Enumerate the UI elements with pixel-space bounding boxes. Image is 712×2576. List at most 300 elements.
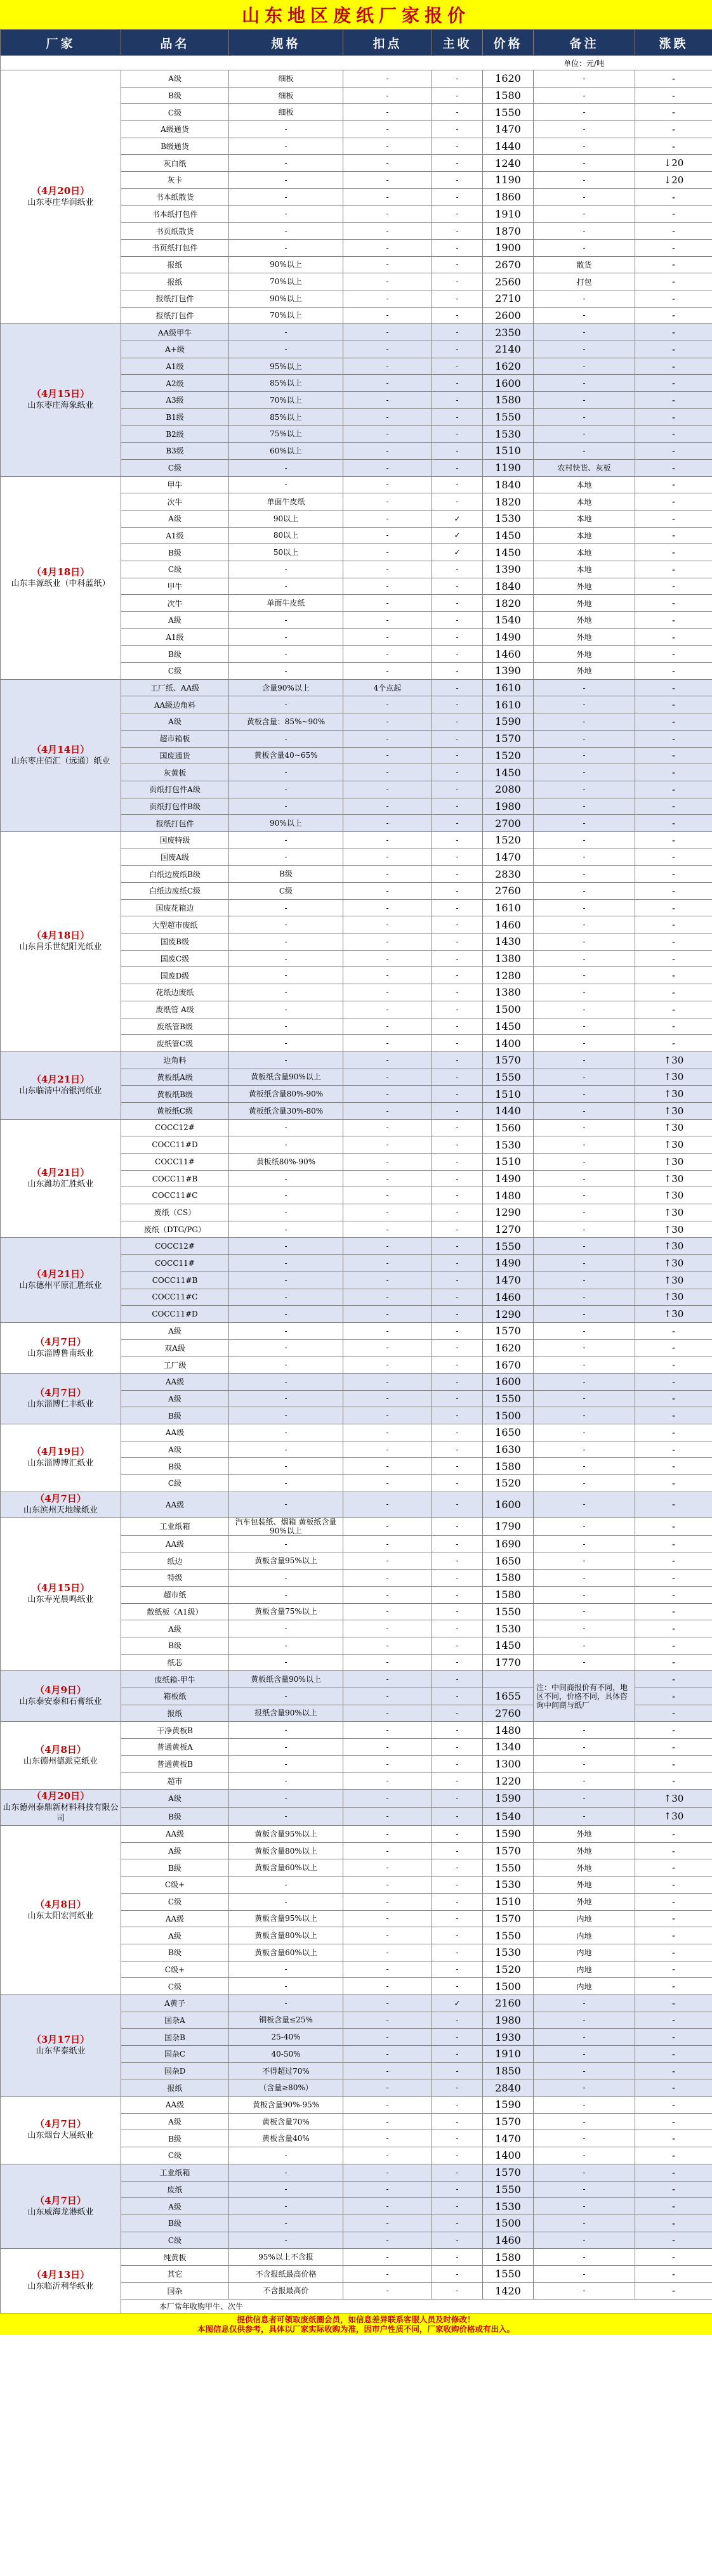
main-buy-cell: - xyxy=(432,1221,483,1238)
price-cell: 1440 xyxy=(483,1102,534,1119)
deduction-cell: - xyxy=(343,1339,432,1356)
price-cell: 1530 xyxy=(483,1944,534,1961)
note-cell: - xyxy=(534,815,635,832)
spec-cell: - xyxy=(229,1877,343,1894)
spec-cell: - xyxy=(229,1136,343,1154)
main-buy-cell: - xyxy=(432,1373,483,1390)
change-cell: - xyxy=(635,527,712,544)
deduction-cell: - xyxy=(343,1086,432,1103)
factory-cell xyxy=(1,476,121,679)
product-cell: COCC11#D xyxy=(121,1306,229,1323)
product-cell: B级 xyxy=(121,1458,229,1475)
spec-cell: - xyxy=(229,1978,343,1995)
spec-cell: - xyxy=(229,612,343,629)
change-cell: - xyxy=(635,392,712,409)
header-main-buy: 主收 xyxy=(432,30,483,56)
note-cell: 外地 xyxy=(534,663,635,680)
product-cell: 书页纸打包件 xyxy=(121,239,229,256)
note-cell: 本地 xyxy=(534,476,635,493)
spec-cell: - xyxy=(229,1170,343,1187)
main-buy-cell: - xyxy=(432,1927,483,1944)
product-cell: C级 xyxy=(121,2232,229,2249)
deduction-cell: - xyxy=(343,1910,432,1927)
change-cell: ↑30 xyxy=(635,1790,712,1808)
product-cell: C级+ xyxy=(121,1961,229,1978)
deduction-cell: - xyxy=(343,2265,432,2282)
main-buy-cell: - xyxy=(432,358,483,375)
product-cell: 废纸（DTG/PG） xyxy=(121,1221,229,1238)
note-cell: - xyxy=(534,205,635,223)
factory-date: （4月7日） xyxy=(35,1492,86,1504)
change-cell: - xyxy=(635,358,712,375)
factory-cell xyxy=(1,1994,121,2096)
change-cell: - xyxy=(635,1944,712,1961)
change-cell: - xyxy=(635,1688,712,1705)
main-buy-cell: - xyxy=(432,426,483,443)
price-cell: 1570 xyxy=(483,730,534,747)
deduction-cell: - xyxy=(343,899,432,916)
spec-cell: 25-40% xyxy=(229,2029,343,2046)
product-cell: 工业纸箱 xyxy=(121,1517,229,1535)
main-buy-cell: - xyxy=(432,1018,483,1035)
spec-cell: 黄板纸含量90%以上 xyxy=(229,1671,343,1688)
product-cell: A级 xyxy=(121,1927,229,1944)
main-buy-cell: - xyxy=(432,459,483,476)
deduction-cell: - xyxy=(343,1842,432,1859)
note-cell: - xyxy=(534,1154,635,1171)
note-cell: - xyxy=(534,1390,635,1407)
deduction-cell: - xyxy=(343,1978,432,1995)
change-cell: - xyxy=(635,223,712,240)
main-buy-cell: - xyxy=(432,781,483,798)
note-cell: 内地 xyxy=(534,1961,635,1978)
spec-cell: 黄板含量40~65% xyxy=(229,747,343,764)
product-cell: 书本纸散货 xyxy=(121,188,229,205)
product-cell: B2级 xyxy=(121,426,229,443)
note-cell: - xyxy=(534,984,635,1001)
change-cell: - xyxy=(635,2130,712,2147)
spec-cell: - xyxy=(229,1586,343,1603)
main-buy-cell: ✓ xyxy=(432,544,483,561)
change-cell: - xyxy=(635,138,712,155)
note-cell: - xyxy=(534,866,635,883)
note-cell: - xyxy=(534,1204,635,1221)
factory-cell xyxy=(1,1119,121,1238)
product-cell: 灰卡 xyxy=(121,172,229,189)
main-buy-cell: - xyxy=(432,646,483,663)
table-row xyxy=(1,1517,712,1535)
product-cell: B级 xyxy=(121,1944,229,1961)
deduction-cell: - xyxy=(343,2046,432,2063)
change-cell: - xyxy=(635,764,712,781)
product-cell: 废纸 xyxy=(121,2181,229,2198)
table-row xyxy=(1,1373,712,1390)
factory-cell xyxy=(1,1322,121,1373)
product-cell: 干净黄板B xyxy=(121,1722,229,1739)
note-cell: - xyxy=(534,1221,635,1238)
main-buy-cell: - xyxy=(432,984,483,1001)
price-cell: 1570 xyxy=(483,1842,534,1859)
main-buy-cell: - xyxy=(432,1603,483,1620)
deduction-cell: - xyxy=(343,866,432,883)
spec-cell: - xyxy=(229,1272,343,1289)
change-cell: - xyxy=(635,1552,712,1570)
header-row xyxy=(1,30,712,56)
note-cell: - xyxy=(534,2097,635,2114)
price-cell: 1570 xyxy=(483,1051,534,1069)
factory-name: 山东德州平原汇胜纸业 xyxy=(19,1281,102,1291)
change-cell: - xyxy=(635,375,712,392)
product-cell: AA级 xyxy=(121,1535,229,1552)
price-cell: 1550 xyxy=(483,1069,534,1086)
product-cell: A级 xyxy=(121,2113,229,2130)
note-cell: - xyxy=(534,1441,635,1458)
price-cell: 1460 xyxy=(483,646,534,663)
deduction-cell: - xyxy=(343,1826,432,1843)
table-row xyxy=(1,2249,712,2266)
main-buy-cell: - xyxy=(432,2113,483,2130)
change-cell: - xyxy=(635,1893,712,1910)
spec-cell: - xyxy=(229,324,343,341)
main-buy-cell: - xyxy=(432,87,483,104)
price-cell: 1560 xyxy=(483,1119,534,1136)
change-cell: - xyxy=(635,1424,712,1441)
price-cell: 1390 xyxy=(483,561,534,578)
note-cell: - xyxy=(534,1620,635,1637)
deduction-cell: - xyxy=(343,1272,432,1289)
price-cell: 1580 xyxy=(483,1586,534,1603)
product-cell: 黄板纸B级 xyxy=(121,1086,229,1103)
factory-name: 山东潍坊汇胜纸业 xyxy=(27,1180,94,1190)
price-cell: 1570 xyxy=(483,1322,534,1339)
deduction-cell: 4个点起 xyxy=(343,679,432,696)
factory-cell xyxy=(1,1051,121,1119)
main-buy-cell: - xyxy=(432,1688,483,1705)
main-buy-cell: - xyxy=(432,933,483,951)
note-cell: - xyxy=(534,1170,635,1187)
main-buy-cell: - xyxy=(432,628,483,646)
spec-cell: - xyxy=(229,933,343,951)
main-buy-cell: - xyxy=(432,1910,483,1927)
factory-name: 山东烟台大展纸业 xyxy=(27,2131,94,2141)
deduction-cell: - xyxy=(343,1424,432,1441)
main-buy-cell: - xyxy=(432,2232,483,2249)
factory-cell xyxy=(1,1424,121,1492)
price-cell: 1580 xyxy=(483,1570,534,1587)
deduction-cell: - xyxy=(343,408,432,426)
main-buy-cell: - xyxy=(432,2079,483,2097)
product-cell: C级 xyxy=(121,104,229,121)
price-cell: 1530 xyxy=(483,1620,534,1637)
main-buy-cell: - xyxy=(432,866,483,883)
price-cell: 1550 xyxy=(483,408,534,426)
note-cell: - xyxy=(534,1603,635,1620)
deduction-cell: - xyxy=(343,815,432,832)
main-buy-cell: - xyxy=(432,1407,483,1424)
change-cell: - xyxy=(635,1517,712,1535)
price-cell: 1520 xyxy=(483,831,534,849)
change-cell: - xyxy=(635,2215,712,2232)
factory-cell xyxy=(1,1492,121,1517)
product-cell: 甲牛 xyxy=(121,578,229,595)
deduction-cell: - xyxy=(343,1961,432,1978)
spec-cell: - xyxy=(229,1893,343,1910)
price-cell: 1550 xyxy=(483,1238,534,1255)
change-cell: - xyxy=(635,2079,712,2097)
main-buy-cell: - xyxy=(432,70,483,88)
note-cell: - xyxy=(534,1272,635,1289)
spec-cell: 黄板含量95%以上 xyxy=(229,1552,343,1570)
price-cell: 2710 xyxy=(483,290,534,307)
product-cell: AA级甲牛 xyxy=(121,324,229,341)
main-buy-cell: - xyxy=(432,172,483,189)
deduction-cell: - xyxy=(343,155,432,172)
spec-cell: - xyxy=(229,2198,343,2215)
product-cell: C级 xyxy=(121,2147,229,2164)
spec-cell: - xyxy=(229,1035,343,1052)
product-cell: COCC11#B xyxy=(121,1272,229,1289)
spec-cell: 黄板含量：85%~90% xyxy=(229,713,343,731)
price-cell: 1690 xyxy=(483,1535,534,1552)
deduction-cell: - xyxy=(343,2079,432,2097)
spec-cell: 黄板纸含量90%以上 xyxy=(229,1069,343,1086)
spec-cell: - xyxy=(229,1739,343,1756)
change-cell: - xyxy=(635,1441,712,1458)
header-deduction: 扣点 xyxy=(343,30,432,56)
spec-cell: 黄板含量75%以上 xyxy=(229,1603,343,1620)
main-buy-cell: - xyxy=(432,1859,483,1877)
change-cell: - xyxy=(635,1458,712,1475)
deduction-cell: - xyxy=(343,1944,432,1961)
change-cell: - xyxy=(635,1390,712,1407)
price-cell: 1600 xyxy=(483,1492,534,1517)
main-buy-cell: - xyxy=(432,2097,483,2114)
change-cell: - xyxy=(635,1637,712,1654)
spec-cell: 60%以上 xyxy=(229,443,343,460)
price-cell: 1510 xyxy=(483,1893,534,1910)
price-cell: 1420 xyxy=(483,2282,534,2300)
change-cell: - xyxy=(635,1356,712,1374)
price-cell: 1610 xyxy=(483,899,534,916)
product-cell: 国废A级 xyxy=(121,849,229,866)
table-row xyxy=(1,1424,712,1441)
change-cell: - xyxy=(635,595,712,612)
note-cell: 内地 xyxy=(534,1978,635,1995)
note-cell: - xyxy=(534,2198,635,2215)
price-cell: 2560 xyxy=(483,273,534,290)
deduction-cell: - xyxy=(343,1018,432,1035)
spec-cell: 黄板纸含量80%-90% xyxy=(229,1086,343,1103)
factory-date: （4月7日） xyxy=(35,2194,86,2206)
change-cell: - xyxy=(635,341,712,358)
change-cell: - xyxy=(635,1705,712,1722)
price-cell: 1530 xyxy=(483,426,534,443)
change-cell: - xyxy=(635,1842,712,1859)
factory-name: 山东枣庄佰汇（远通）纸业 xyxy=(11,756,110,766)
price-cell: 1450 xyxy=(483,1637,534,1654)
product-cell: 双A级 xyxy=(121,1339,229,1356)
spec-cell: - xyxy=(229,561,343,578)
deduction-cell: - xyxy=(343,273,432,290)
change-cell: - xyxy=(635,2282,712,2300)
spec-cell: - xyxy=(229,1722,343,1739)
spec-cell: 不含报最高价 xyxy=(229,2282,343,2300)
change-cell: ↓20 xyxy=(635,155,712,172)
price-cell: 1590 xyxy=(483,2097,534,2114)
change-cell: - xyxy=(635,2097,712,2114)
change-cell: - xyxy=(635,2147,712,2164)
product-cell: 报纸 xyxy=(121,1705,229,1722)
product-cell: 纸边 xyxy=(121,1552,229,1570)
deduction-cell: - xyxy=(343,1051,432,1069)
note-cell: - xyxy=(534,121,635,138)
change-cell: - xyxy=(635,2029,712,2046)
product-cell: 边角料 xyxy=(121,1051,229,1069)
product-cell: 超市箱板 xyxy=(121,730,229,747)
change-cell: - xyxy=(635,866,712,883)
spec-cell: - xyxy=(229,1492,343,1517)
note-cell: - xyxy=(534,1306,635,1323)
price-cell: 1470 xyxy=(483,121,534,138)
note-cell: - xyxy=(534,290,635,307)
main-buy-cell: - xyxy=(432,1339,483,1356)
product-cell: 报纸打包件 xyxy=(121,290,229,307)
spec-cell: - xyxy=(229,155,343,172)
deduction-cell: - xyxy=(343,984,432,1001)
spec-cell: 90%以上 xyxy=(229,290,343,307)
note-cell: 散货 xyxy=(534,256,635,273)
product-cell: 工厂纸、AA级 xyxy=(121,679,229,696)
product-cell: 报纸打包件 xyxy=(121,307,229,324)
spec-cell: - xyxy=(229,223,343,240)
spec-cell: - xyxy=(229,1961,343,1978)
spec-cell: - xyxy=(229,1535,343,1552)
product-cell: AA级 xyxy=(121,1492,229,1517)
spec-cell: - xyxy=(229,1407,343,1424)
price-cell: 1580 xyxy=(483,1458,534,1475)
note-cell: - xyxy=(534,798,635,815)
spec-cell: 90以上 xyxy=(229,510,343,527)
main-buy-cell: - xyxy=(432,121,483,138)
note-cell: - xyxy=(534,1069,635,1086)
spec-cell: 含量90%以上 xyxy=(229,679,343,696)
note-cell: - xyxy=(534,2147,635,2164)
price-cell: 1500 xyxy=(483,1001,534,1018)
main-buy-cell: - xyxy=(432,2164,483,2181)
spec-cell: - xyxy=(229,1807,343,1826)
main-buy-cell: - xyxy=(432,1755,483,1773)
spec-cell: 汽车包装纸、烟箱 黄板纸含量90%以上 xyxy=(229,1517,343,1535)
product-cell: AA级 xyxy=(121,1373,229,1390)
deduction-cell: - xyxy=(343,2097,432,2114)
main-buy-cell: - xyxy=(432,916,483,933)
spec-cell: - xyxy=(229,341,343,358)
price-cell: 1770 xyxy=(483,1654,534,1671)
product-cell: A级 xyxy=(121,612,229,629)
note-cell: - xyxy=(534,1289,635,1306)
note-cell: - xyxy=(534,1475,635,1492)
main-buy-cell: - xyxy=(432,1893,483,1910)
main-buy-cell: - xyxy=(432,1570,483,1587)
main-buy-cell: - xyxy=(432,883,483,900)
change-cell: - xyxy=(635,967,712,984)
product-cell: 国废B级 xyxy=(121,933,229,951)
note-cell: 外地 xyxy=(534,1859,635,1877)
factory-name: 山东临沂利华纸业 xyxy=(27,2282,94,2292)
main-buy-cell: - xyxy=(432,849,483,866)
price-cell: 1400 xyxy=(483,1035,534,1052)
product-cell: 黄板纸C级 xyxy=(121,1102,229,1119)
product-cell: C级 xyxy=(121,1978,229,1995)
price-cell: 1630 xyxy=(483,1441,534,1458)
product-cell: COCC12# xyxy=(121,1238,229,1255)
factory-name: 山东淄博博汇纸业 xyxy=(27,1459,94,1469)
change-cell: - xyxy=(635,1035,712,1052)
main-buy-cell: - xyxy=(432,1356,483,1374)
change-cell: - xyxy=(635,188,712,205)
note-cell: 外地 xyxy=(534,612,635,629)
spec-cell: 70%以上 xyxy=(229,392,343,409)
price-cell: 1490 xyxy=(483,628,534,646)
price-cell: 1620 xyxy=(483,70,534,88)
change-cell: ↑30 xyxy=(635,1119,712,1136)
deduction-cell: - xyxy=(343,1306,432,1323)
product-cell: 大型超市废纸 xyxy=(121,916,229,933)
price-cell: 1570 xyxy=(483,2164,534,2181)
table-row xyxy=(1,1322,712,1339)
deduction-cell: - xyxy=(343,916,432,933)
product-cell: COCC11#B xyxy=(121,1170,229,1187)
deduction-cell: - xyxy=(343,831,432,849)
spec-cell: - xyxy=(229,1637,343,1654)
change-cell: - xyxy=(635,798,712,815)
deduction-cell: - xyxy=(343,290,432,307)
main-buy-cell: - xyxy=(432,188,483,205)
main-buy-cell: - xyxy=(432,1807,483,1826)
note-cell: - xyxy=(534,1373,635,1390)
change-cell: ↑30 xyxy=(635,1187,712,1204)
spec-cell: - xyxy=(229,1390,343,1407)
note-cell: - xyxy=(534,1339,635,1356)
product-cell: B级 xyxy=(121,1407,229,1424)
factory-date: （4月7日） xyxy=(35,1386,86,1398)
main-buy-cell: - xyxy=(432,1722,483,1739)
deduction-cell: - xyxy=(343,628,432,646)
deduction-cell: - xyxy=(343,1739,432,1756)
main-buy-cell: - xyxy=(432,950,483,967)
spec-cell: 细板 xyxy=(229,70,343,88)
change-cell: - xyxy=(635,290,712,307)
factory-name: 山东昌乐世纪阳光纸业 xyxy=(19,942,102,953)
deduction-cell: - xyxy=(343,1552,432,1570)
spec-cell: - xyxy=(229,916,343,933)
change-cell: - xyxy=(635,1018,712,1035)
main-buy-cell: - xyxy=(432,324,483,341)
price-cell: 1530 xyxy=(483,1136,534,1154)
price-cell: 1550 xyxy=(483,1603,534,1620)
change-cell: ↑30 xyxy=(635,1272,712,1289)
factory-date: （4月21日） xyxy=(31,1268,90,1280)
spec-cell: 单面牛皮纸 xyxy=(229,493,343,511)
note-cell: - xyxy=(534,104,635,121)
deduction-cell: - xyxy=(343,2249,432,2266)
product-cell: COCC11#C xyxy=(121,1289,229,1306)
note-cell: - xyxy=(534,188,635,205)
deduction-cell: - xyxy=(343,2113,432,2130)
change-cell: - xyxy=(635,1755,712,1773)
deduction-cell: - xyxy=(343,764,432,781)
main-buy-cell: ✓ xyxy=(432,1994,483,2012)
